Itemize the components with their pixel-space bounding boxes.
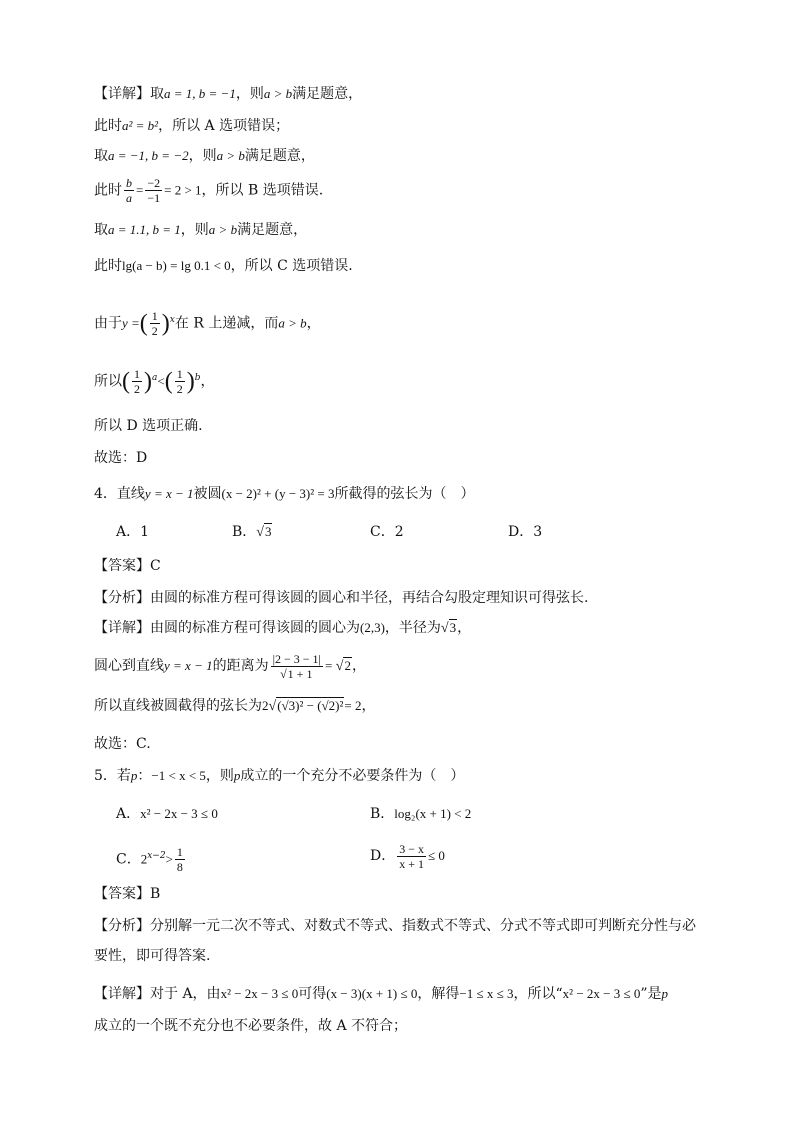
question-5-stem: 5．若p：−1 < x < 5，则p成立的一个充分不必要条件为（ ）	[94, 768, 465, 784]
detail-line-1: 【详解】取a = 1, b = −1，则a > b满足题意，	[94, 86, 363, 102]
detail-line-10: 故选：D	[94, 450, 148, 466]
fraction-minus2-over-minus1: $\frac{-2}{-1}$	[147, 176, 161, 205]
q4-detail-2: 圆心到直线y = x − 1的距离为 $\frac{|2 - 3 - 1|}{√1 + 1}$ = √2，	[94, 651, 366, 681]
detail-tag: 【详解】	[94, 86, 150, 102]
fraction-b-over-a: $\frac{b}{a}$	[126, 176, 132, 205]
detail-line-9: 所以 D 选项正确.	[94, 418, 203, 434]
detail-line-2: 此时a² = b²，所以 A 选项错误；	[94, 118, 290, 134]
detail-line-6: 此时lg(a − b) = lg 0.1 < 0，所以 C 选项错误.	[94, 258, 353, 274]
q4-detail-3: 所以直线被圆截得的弦长为2√(√3)² − (√2)²= 2，	[94, 698, 376, 714]
detail-line-8: 所以( $\frac{1}{2}$ )$^a$<( $\frac{1}{2}$ )$^b$，	[94, 367, 215, 397]
q5-option-d: D． $\frac{3 - x}{x + 1}$ ≤ 0	[370, 841, 445, 871]
q4-option-a: A．1	[116, 524, 150, 540]
question-4-stem: 4．直线y = x − 1被圆(x − 2)² + (y − 3)² = 3所截得的弦长为（ ）	[94, 486, 475, 502]
q5-answer: 【答案】B	[94, 886, 161, 902]
q4-option-b: B．√3	[232, 524, 272, 540]
detail-line-5: 取a = 1.1, b = 1，则a > b满足题意，	[94, 222, 308, 238]
q4-option-c: C．2	[370, 524, 404, 540]
detail-line-3: 取a = −1, b = −2，则a > b满足题意，	[94, 148, 315, 164]
q4-answer: 【答案】C	[94, 558, 161, 574]
q5-analysis-1: 【分析】分别解一元二次不等式、对数式不等式、指数式不等式、分式不等式即可判断充分性与必	[94, 918, 696, 934]
distance-fraction: $\frac{|2 - 3 - 1|}{√1 + 1}$	[272, 651, 321, 681]
q5-option-b: B．log₂(x + 1) < 2	[370, 806, 472, 822]
q4-conclusion: 故选：C.	[94, 736, 151, 752]
q5-option-a: A．x² − 2x − 3 ≤ 0	[116, 806, 218, 822]
q5-option-c: C．$2^{x-2}>$ $\frac{1}{8}$	[116, 845, 183, 875]
q5-detail-1: 【详解】对于 A，由x² − 2x − 3 ≤ 0可得(x − 3)(x + 1) ≤ 0，解得−1 ≤ x ≤ 3，所以“x² − 2x − 3 ≤ 0”是p	[94, 986, 669, 1002]
detail-line-4: 此时 $\frac{b}{a}$ = $\frac{-2}{-1}$ = 2 > 1，所以 B 选项错误.	[94, 176, 324, 205]
q4-analysis: 【分析】由圆的标准方程可得该圆的圆心和半径，再结合勾股定理知识可得弦长.	[94, 590, 589, 606]
q4-option-d: D．3	[508, 524, 543, 540]
detail-line-7: 由于y =( $\frac{1}{2}$ )$^x$在 R 上递减，而a > b，	[94, 309, 321, 339]
q5-analysis-2: 要性，即可得答案.	[94, 948, 211, 964]
q4-detail-1: 【详解】由圆的标准方程可得该圆的圆心为(2,3)，半径为√3，	[94, 620, 472, 636]
q5-detail-2: 成立的一个既不充分也不必要条件，故 A 不符合；	[94, 1018, 408, 1034]
